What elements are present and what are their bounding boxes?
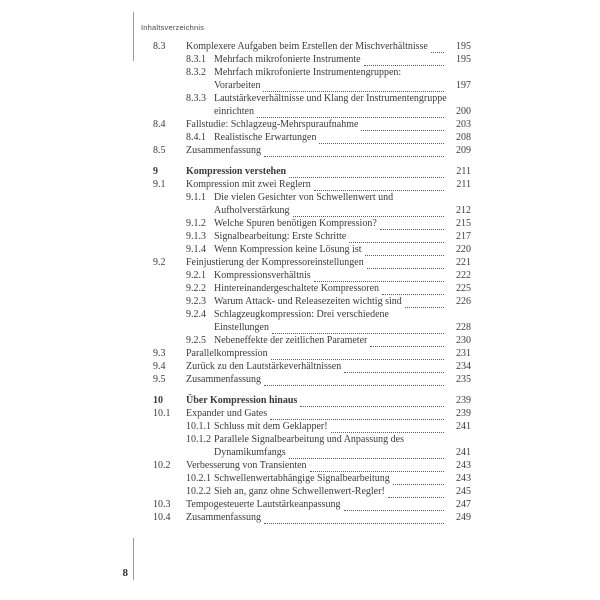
toc-row-continuation [153,321,471,334]
dot-leader [370,336,444,347]
toc-entry-page: 211 [456,179,471,190]
toc-row [153,334,471,347]
toc-row [153,360,471,373]
toc-entry-title: Schluss mit dem Geklapper! [214,421,328,432]
toc-entry-title: Welche Spuren benötigen Kompression? [214,218,377,229]
toc-row [153,485,471,498]
toc-entry-page: 222 [456,270,471,281]
toc-entry-number: 8.3 [153,41,166,52]
toc-row [153,407,471,420]
dot-leader [310,461,444,472]
dot-leader [264,146,444,157]
toc-entry-title: Expander und Gates [186,408,268,419]
dot-leader [293,206,444,217]
toc-entry-title: Realistische Erwartungen [214,132,317,143]
toc-row [153,178,471,191]
toc-entry-page: 241 [456,447,471,458]
dot-leader [393,474,444,485]
toc-entry-page: 225 [456,283,471,294]
toc-entry-title: Komplexere Aufgaben beim Erstellen der Mischverhältnisse [186,41,428,52]
toc-entry-number: 10.3 [153,499,171,510]
toc-entry-title: Kompression mit zwei Reglern [186,179,311,190]
dot-leader [271,349,444,360]
dot-leader [367,258,444,269]
toc-entry-number: 9.2.5 [186,335,206,346]
toc-row [153,217,471,230]
toc-entry-title: Signalbearbeitung: Erste Schritte [214,231,347,242]
toc-entry-title: Die vielen Gesichter von Schwellenwert und [214,192,394,203]
toc-row [153,53,471,66]
toc-row [153,373,471,386]
toc-entry-number: 8.3.2 [186,67,206,78]
header-margin-rule [133,12,134,61]
dot-leader [314,180,444,191]
toc-entry-number: 9 [153,166,158,177]
toc-row-continuation [153,446,471,459]
dot-leader [364,55,444,66]
toc-entry-page: 241 [456,421,471,432]
toc-entry-title: Hintereinandergeschaltete Kompressoren [214,283,380,294]
toc-entry-number: 10.4 [153,512,171,523]
toc-entry-number: 9.3 [153,348,166,359]
toc-entry-title: Sieh an, ganz ohne Schwellenwert-Regler! [214,486,385,497]
toc-entry-page: 243 [456,460,471,471]
toc-row [153,347,471,360]
toc-entry-page: 245 [456,486,471,497]
toc-entry-page: 234 [456,361,471,372]
toc-entry-number: 9.1.1 [186,192,206,203]
dot-leader [314,271,444,282]
toc-entry-page: 195 [456,41,471,52]
toc-entry-number: 8.4 [153,119,166,130]
toc-entry-title: Verbesserung von Transienten [186,460,307,471]
toc-entry-title: Über Kompression hinaus [186,395,298,406]
toc-entry-page: 212 [456,205,471,216]
toc-chapter-row [153,165,471,178]
toc-entry-page: 217 [456,231,471,242]
toc-row [153,472,471,485]
toc-entry-page: 243 [456,473,471,484]
toc-entry-page: 228 [456,322,471,333]
toc-entry-title: Lautstärkeverhältnisse und Klang der Instrumentengruppe [214,93,447,104]
toc-entry-page: 197 [456,80,471,91]
toc-row [153,131,471,144]
toc-row [153,66,471,79]
dot-leader [344,362,444,373]
dot-leader [263,81,444,92]
dot-leader [388,487,444,498]
dot-leader [405,297,444,308]
toc-row-continuation [153,105,471,118]
toc-row [153,118,471,131]
dot-leader [431,42,444,53]
dot-leader [270,409,444,420]
dot-leader [289,448,444,459]
toc-entry-page: 239 [456,395,471,406]
toc-entry-number: 8.4.1 [186,132,206,143]
toc-entry-number: 9.2.4 [186,309,206,320]
dot-leader [272,323,444,334]
toc-entry-title: Feinjustierung der Kompressoreinstellungen [186,257,364,268]
toc-entry-number: 9.2.3 [186,296,206,307]
toc-entry-number: 9.4 [153,361,166,372]
toc-entry-title: Fallstudie: Schlagzeug-Mehrspuraufnahme [186,119,359,130]
toc-entry-title: Zusammenfassung [186,145,261,156]
toc-entry-title-continued: Einstellungen [214,322,269,333]
toc-entry-number: 9.1 [153,179,166,190]
toc-entry-number: 10.1.2 [186,434,211,445]
toc-row [153,230,471,243]
toc-entry-title: Kompressionsverhältnis [214,270,311,281]
toc-entry-number: 9.2.1 [186,270,206,281]
toc-row [153,308,471,321]
toc-row [153,511,471,524]
toc-entry-number: 8.3.3 [186,93,206,104]
toc-row [153,420,471,433]
toc-entry-number: 10.1 [153,408,171,419]
toc-entry-title: Mehrfach mikrofonierte Instrumente [214,54,361,65]
toc-entry-number: 9.1.3 [186,231,206,242]
toc-entry-number: 10.1.1 [186,421,211,432]
toc-entry-title: Parallele Signalbearbeitung und Anpassung des [214,434,404,445]
toc-entry-page: 195 [456,54,471,65]
toc-entry-number: 9.5 [153,374,166,385]
dot-leader [349,232,444,243]
toc-entry-title: Nebeneffekte der zeitlichen Parameter [214,335,368,346]
dot-leader [365,245,444,256]
toc-entry-number: 10.2.2 [186,486,211,497]
toc-row [153,459,471,472]
toc-chapter-row [153,394,471,407]
toc-entry-page: 220 [456,244,471,255]
dot-leader [382,284,444,295]
toc-entry-page: 211 [456,166,471,177]
toc-entry-title-continued: Dynamikumfangs [214,447,286,458]
toc-entry-number: 9.1.2 [186,218,206,229]
dot-leader [257,107,444,118]
running-head: Inhaltsverzeichnis [141,23,205,32]
toc-row-continuation [153,204,471,217]
toc-entry-page: 247 [456,499,471,510]
toc-row [153,282,471,295]
footer-margin-rule [133,538,134,580]
toc-row [153,191,471,204]
dot-leader [319,133,444,144]
toc-entry-title-continued: Aufholverstärkung [214,205,290,216]
toc-entry-page: 230 [456,335,471,346]
toc-row [153,40,471,53]
toc-entry-title: Schlagzeugkompression: Drei verschiedene [214,309,389,320]
toc-entry-number: 9.2.2 [186,283,206,294]
toc-entry-number: 8.5 [153,145,166,156]
toc-entry-page: 239 [456,408,471,419]
toc-entry-page: 200 [456,106,471,117]
toc-entry-page: 221 [456,257,471,268]
toc-row [153,498,471,511]
toc-row-continuation [153,79,471,92]
dot-leader [361,120,444,131]
toc-entry-number: 8.3.1 [186,54,206,65]
toc-entry-title: Zusammenfassung [186,374,261,385]
toc-entry-title: Kompression verstehen [186,166,287,177]
toc-entry-number: 9.1.4 [186,244,206,255]
toc-entry-number: 9.2 [153,257,166,268]
toc-entry-title: Mehrfach mikrofonierte Instrumentengruppen: [214,67,402,78]
toc-entry-number: 10 [153,395,163,406]
toc-entry-title: Warum Attack- und Releasezeiten wichtig sind [214,296,402,307]
toc-entry-title: Wenn Kompression keine Lösung ist [214,244,362,255]
toc-entry-number: 10.2 [153,460,171,471]
toc-entry-page: 231 [456,348,471,359]
toc-entry-number: 10.2.1 [186,473,211,484]
toc-entry-page: 215 [456,218,471,229]
toc-entry-title-continued: einrichten [214,106,254,117]
toc-row [153,243,471,256]
toc-entry-page: 203 [456,119,471,130]
toc-entry-page: 226 [456,296,471,307]
toc-row [153,295,471,308]
toc-entry-title-continued: Vorarbeiten [214,80,261,91]
toc-row [153,269,471,282]
toc-entry-title: Schwellenwertabhängige Signalbearbeitung [214,473,390,484]
toc-entry-page: 209 [456,145,471,156]
dot-leader [300,396,444,407]
toc-row [153,92,471,105]
toc-entry-page: 235 [456,374,471,385]
dot-leader [380,219,444,230]
toc-entry-title: Zusammenfassung [186,512,261,523]
toc-entry-page: 208 [456,132,471,143]
toc-row [153,256,471,269]
toc-entry-page: 249 [456,512,471,523]
toc-entry-title: Parallelkompression [186,348,268,359]
dot-leader [264,375,444,386]
toc-row [153,433,471,446]
toc-entry-title: Tempogesteuerte Lautstärkeanpassung [186,499,341,510]
dot-leader [344,500,444,511]
dot-leader [264,513,444,524]
page-number: 8 [122,567,128,579]
toc-entry-title: Zurück zu den Lautstärkeverhältnissen [186,361,342,372]
dot-leader [331,422,444,433]
table-of-contents [153,40,471,524]
dot-leader [289,167,444,178]
toc-row [153,144,471,157]
